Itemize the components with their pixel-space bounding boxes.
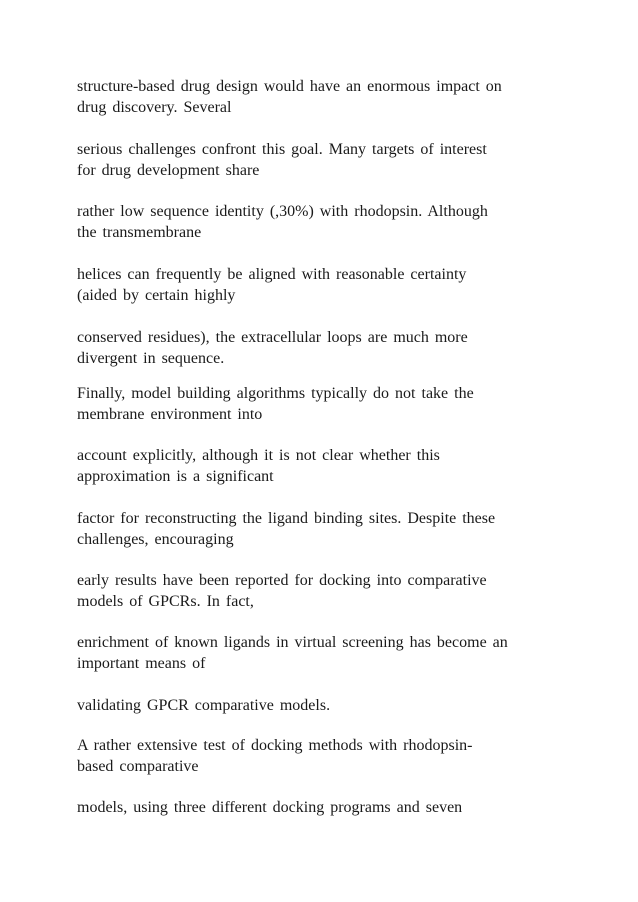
text-line: drug discovery. Several bbox=[77, 99, 232, 116]
text-line: important means of bbox=[77, 655, 206, 672]
text-line: structure-based drug design would have an enormous impact on bbox=[77, 78, 502, 95]
paragraph bbox=[77, 445, 577, 487]
paragraph bbox=[77, 201, 577, 243]
text-line: (aided by certain highly bbox=[77, 287, 236, 304]
text-line: factor for reconstructing the ligand binding sites. Despite these bbox=[77, 510, 496, 527]
text-line: enrichment of known ligands in virtual screening has become an bbox=[77, 634, 508, 651]
text-line: challenges, encouraging bbox=[77, 531, 234, 548]
paragraph bbox=[77, 508, 577, 550]
text-line: helices can frequently be aligned with reasonable certainty bbox=[77, 266, 467, 283]
text-line: models, using three different docking programs and seven bbox=[77, 799, 463, 816]
text-line: divergent in sequence. bbox=[77, 350, 225, 367]
text-line: A rather extensive test of docking methods with rhodopsin- bbox=[77, 737, 473, 754]
text-line: serious challenges confront this goal. Many targets of interest bbox=[77, 141, 487, 158]
text-line: rather low sequence identity (,30%) with rhodopsin. Although bbox=[77, 203, 488, 220]
text-line: models of GPCRs. In fact, bbox=[77, 593, 254, 610]
paragraph bbox=[77, 327, 577, 369]
text-line: based comparative bbox=[77, 758, 199, 775]
paragraph bbox=[77, 797, 577, 818]
text-line: early results have been reported for docking into comparative bbox=[77, 572, 487, 589]
text-line: approximation is a significant bbox=[77, 468, 274, 485]
paragraph bbox=[77, 632, 577, 674]
text-line: the transmembrane bbox=[77, 224, 202, 241]
text-line: membrane environment into bbox=[77, 406, 263, 423]
paragraph bbox=[77, 383, 577, 425]
paragraph bbox=[77, 76, 577, 118]
text-line: for drug development share bbox=[77, 162, 260, 179]
text-line: account explicitly, although it is not clear whether this bbox=[77, 447, 440, 464]
paragraph bbox=[77, 264, 577, 306]
text-line: Finally, model building algorithms typically do not take the bbox=[77, 385, 474, 402]
text-line: validating GPCR comparative models. bbox=[77, 697, 331, 714]
paragraph bbox=[77, 695, 577, 716]
paragraph bbox=[77, 735, 577, 777]
text-line: conserved residues), the extracellular loops are much more bbox=[77, 329, 468, 346]
paragraph bbox=[77, 139, 577, 181]
paragraph bbox=[77, 570, 577, 612]
